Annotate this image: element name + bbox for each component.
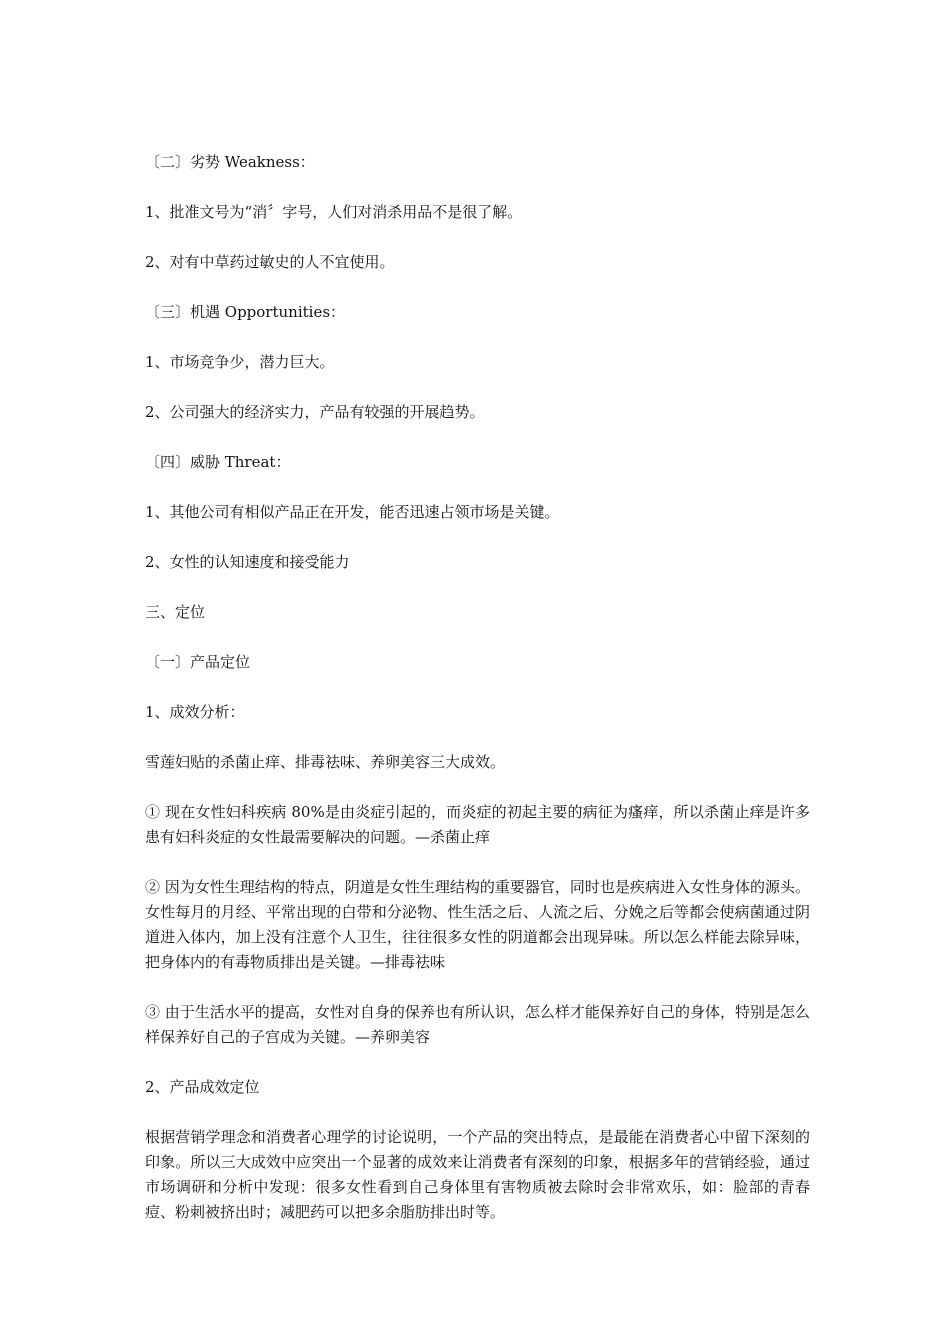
effect-point-1: ① 现在女性妇科疾病 80%是由炎症引起的，而炎症的初起主要的病征为瘙痒，所以杀菌止痒是许多患有妇科炎症的女性最需要解决的问题。—杀菌止痒 — [145, 803, 810, 846]
weakness-item-2: 2、对有中草药过敏史的人不宜使用。 — [145, 253, 395, 271]
subheading-effect-analysis: 1、成效分析： — [145, 703, 245, 721]
section-heading-positioning: 三、定位 — [145, 603, 206, 621]
subheading-effect-positioning: 2、产品成效定位 — [145, 1078, 260, 1096]
subheading-product-positioning: 〔一〕产品定位 — [145, 653, 251, 671]
opportunities-item-2: 2、公司强大的经济实力，产品有较强的开展趋势。 — [145, 403, 485, 421]
threat-item-1: 1、其他公司有相似产品正在开发，能否迅速占领市场是关键。 — [145, 503, 560, 521]
document-body — [145, 150, 810, 1250]
effect-point-3: ③ 由于生活水平的提高，女性对自身的保养也有所认识，怎么样才能保养好自己的身体，特别是怎么样保养好自己的子宫成为关键。—养卵美容 — [145, 1003, 810, 1046]
effect-point-2: ② 因为女性生理结构的特点，阴道是女性生理结构的重要器官，同时也是疾病进入女性身体的源头。女性每月的月经、平常出现的白带和分泌物、性生活之后、人流之后、分娩之后等都会使病菌通过阴道进入体内，加上没有注意个人卫生，往往很多女性的阴道都会出现异味。所以怎么样能去除异味，把身体内的有毒物质排出是关键。—排毒祛味 — [145, 878, 810, 971]
effect-summary: 雪莲妇贴的杀菌止痒、排毒祛味、养卵美容三大成效。 — [145, 753, 506, 771]
heading-weakness: 〔二〕劣势 Weakness： — [145, 153, 315, 171]
effect-positioning-body: 根据营销学理念和消费者心理学的讨论说明，一个产品的突出特点，是最能在消费者心中留下深刻的印象。所以三大成效中应突出一个显著的成效来让消费者有深刻的印象，根据多年的营销经验，通过市场调研和分析中发现：很多女性看到自己身体里有害物质被去除时会非常欢乐，如：脸部的青春痘、粉刺被挤出时；减肥药可以把多余脂肪排出时等。 — [145, 1128, 810, 1221]
threat-item-2: 2、女性的认知速度和接受能力 — [145, 553, 350, 571]
heading-threat: 〔四〕威胁 Threat： — [145, 453, 291, 471]
heading-opportunities: 〔三〕机遇 Opportunities： — [145, 303, 346, 321]
weakness-item-1: 1、批准文号为“消〞字号，人们对消杀用品不是很了解。 — [145, 203, 523, 221]
opportunities-item-1: 1、市场竞争少，潜力巨大。 — [145, 353, 335, 371]
